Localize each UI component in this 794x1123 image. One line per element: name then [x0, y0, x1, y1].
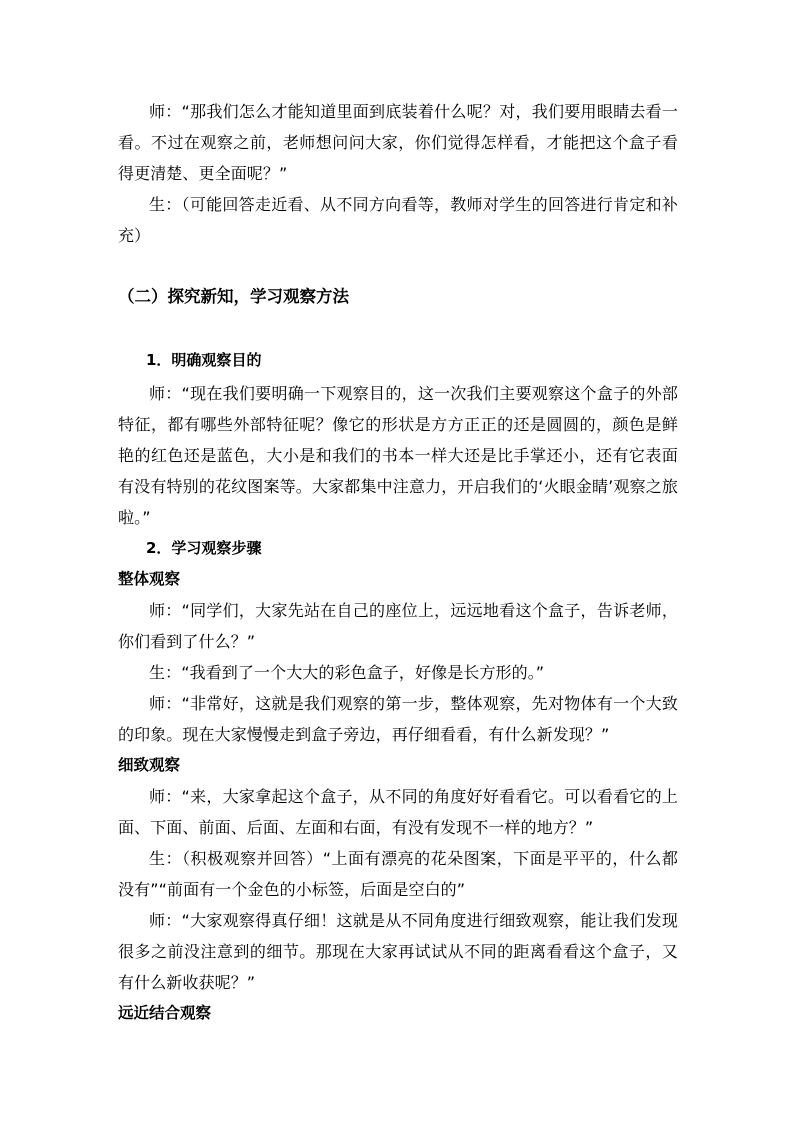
paragraph-teacher-impression: 师：“非常好，这就是我们观察的第一步，整体观察，先对物体有一个大致的印象。现在大家慢慢走到盒子旁边，再仔细看看，有什么新发现？” — [118, 694, 678, 744]
paragraph-student-detailed: 生：（积极观察并回答）“上面有漂亮的花朵图案，下面是平平的，什么都没有”“前面有一个金色的小标签，后面是空白的” — [118, 849, 678, 899]
paragraph-teacher-distance: 师：“大家观察得真仔细！这就是从不同角度进行细致观察，能让我们发现很多之前没注意到的细节。那现在大家再试试从不同的距离看看这个盒子，又有什么新收获呢？” — [118, 911, 678, 992]
paragraph-student-overall: 生：“我看到了一个大大的彩色盒子，好像是长方形的。” — [149, 663, 545, 682]
section-heading: （二）探究新知，学习观察方法 — [118, 287, 349, 306]
document-page — [118, 96, 678, 1029]
subsection-heading-purpose: 1．明确观察目的 — [146, 351, 262, 369]
paragraph-teacher-question: 师：“那我们怎么才能知道里面到底装着什么呢？对，我们要用眼睛去看一看。不过在观察之前，老师想问问大家，你们觉得怎样看，才能把这个盒子看得更清楚、更全面呢？” — [118, 102, 678, 183]
heading-overall-observation: 整体观察 — [118, 570, 181, 588]
paragraph-teacher-overall: 师：“同学们，大家先站在自己的座位上，远远地看这个盒子，告诉老师，你们看到了什么？” — [118, 601, 678, 651]
paragraph-observation-purpose: 师：“现在我们要明确一下观察目的，这一次我们主要观察这个盒子的外部特征，都有哪些外部特征呢？像它的形状是方方正正的还是圆圆的，颜色是鲜艳的红色还是蓝色，大小是和我们的书本一样大还是比手掌还小，还有它表面有没有特别的花纹图案等。大家都集中注意力，开启我们的‘火眼金睛’观察之旅啦。” — [118, 384, 678, 527]
paragraph-teacher-detailed: 师：“来，大家拿起这个盒子，从不同的角度好好看看它。可以看看它的上面、下面、前面、后面、左面和右面，有没有发现不一样的地方？” — [118, 787, 678, 837]
paragraph-student-answer: 生：（可能回答走近看、从不同方向看等，教师对学生的回答进行肯定和补充） — [118, 195, 678, 245]
heading-detailed-observation: 细致观察 — [118, 756, 181, 774]
heading-near-far-observation: 远近结合观察 — [118, 1004, 212, 1022]
subsection-heading-steps: 2．学习观察步骤 — [146, 539, 262, 557]
